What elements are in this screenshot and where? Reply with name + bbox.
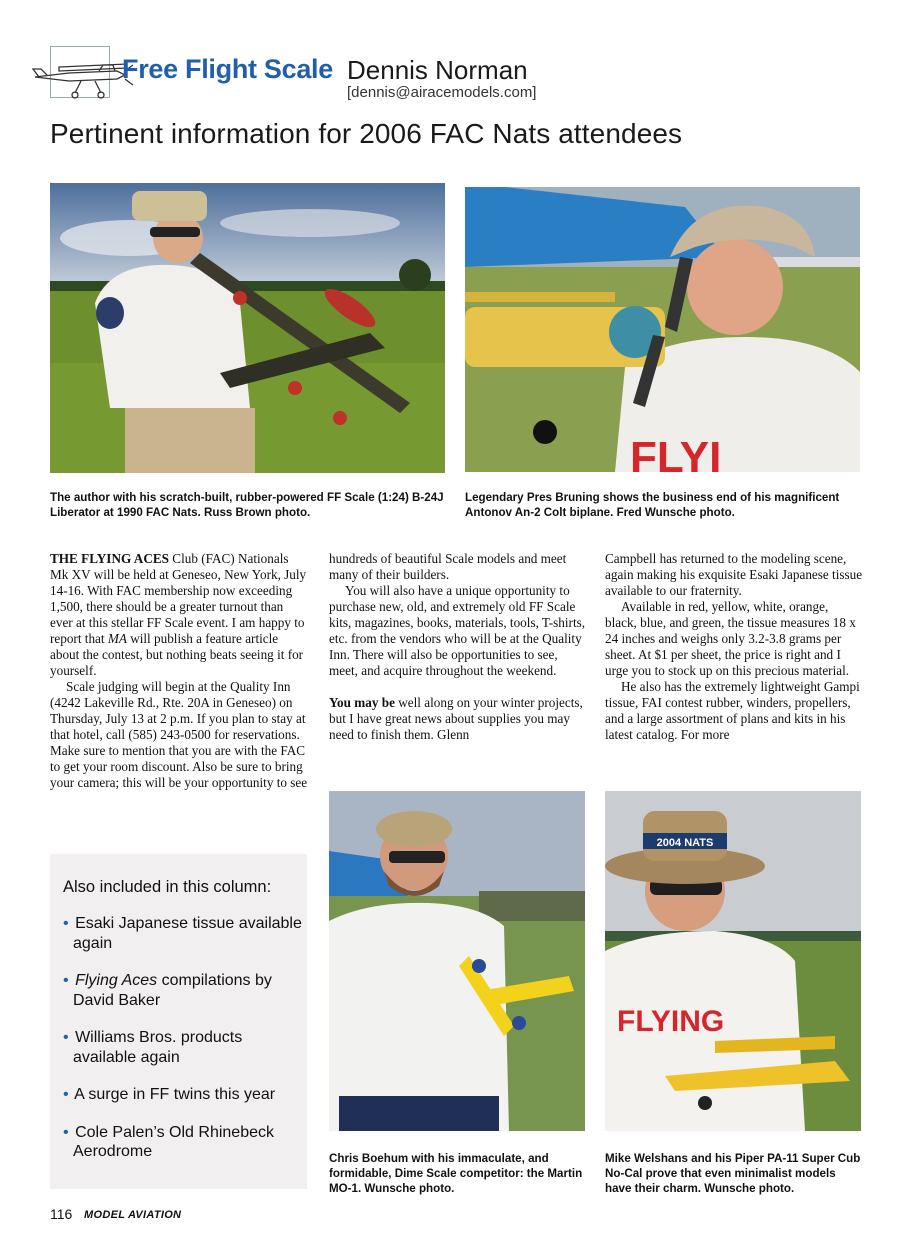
page-number: 116	[50, 1206, 73, 1222]
article-column-3	[605, 551, 863, 743]
magazine-name: MODEL AVIATION	[84, 1209, 182, 1221]
sidebar-item: • A surge in FF twins this year	[63, 1086, 276, 1103]
photo-caption-4: Mike Welshans and his Piper PA-11 Super Cub No-Cal prove that even minimalist models have their charm. Wunsche photo.	[605, 1152, 861, 1195]
sidebar-box	[50, 854, 307, 1189]
photo-mike-welshans-pa11	[605, 791, 861, 1131]
photo-caption-3: Chris Boehum with his immaculate, and formidable, Dime Scale competitor: the Martin MO-1. Wunsche photo.	[329, 1152, 583, 1195]
author-email: [dennis@airacemodels.com]	[347, 84, 537, 101]
article-paragraph: Scale judging will begin at the Quality Inn (4242 Lakeville Rd., Rte. 20A in Geneseo) on Thursday, July 13 at 2 p.m. If you plan to stay at that hotel, call (585) 243-0500 for reservations. Make sure to mention that you are with the FAC to get your room discount. Also be sure to bring your camera; this will be your opportunity to see	[50, 679, 308, 790]
article-text: well along on your winter projects, but I have great news about supplies you may need to finish them. Glenn	[329, 695, 583, 742]
sidebar-title: Also included in this column:	[63, 878, 272, 896]
sidebar-item: • Williams Bros. products available again	[63, 1029, 243, 1066]
bullet-icon: •	[63, 1029, 69, 1046]
article-lead-in: You may be	[329, 695, 395, 710]
sidebar-item: • Flying Aces compilations by David Baker	[63, 972, 272, 1009]
svg-text:FLYING: FLYING	[617, 1005, 725, 1038]
column-title: Free Flight Scale	[122, 54, 333, 84]
photo-caption-1: The author with his scratch-built, rubber-powered FF Scale (1:24) B-24J Liberator at 1990 FAC Nats. Russ Brown photo.	[50, 491, 444, 519]
photo-caption-2: Legendary Pres Bruning shows the business end of his magnificent Antonov An-2 Colt biplane. Fred Wunsche photo.	[465, 491, 840, 519]
svg-text:FLYI: FLYI	[630, 433, 722, 472]
bullet-icon: •	[63, 1123, 69, 1141]
sidebar-item: • Esaki Japanese tissue available again	[63, 915, 302, 952]
svg-text:2004 NATS: 2004 NATS	[656, 837, 714, 849]
article-text: will publish a feature article about the contest, but nothing beats seeing it for yourself.	[50, 631, 304, 678]
article-lead-in: THE FLYING ACES	[50, 551, 169, 566]
sidebar-item: • Cole Palen’s Old Rhinebeck Aerodrome	[63, 1123, 274, 1160]
bullet-icon: •	[63, 972, 69, 989]
page-headline: Pertinent information for 2006 FAC Nats attendees	[50, 118, 683, 149]
article-paragraph: You will also have a unique opportunity to purchase new, old, and extremely old FF Scale kits, magazines, books, materials, tools, T-shirts, etc. from the vendors who will be at the Quality Inn. There will also be opportunities to see, meet, and acquire throughout the weekend.	[329, 583, 586, 678]
article-column-1	[50, 551, 308, 791]
photo-pres-bruning-an2	[465, 187, 860, 472]
article-paragraph: Campbell has returned to the modeling scene, again making his exquisite Esaki Japanese tissue available to our fraternity.	[605, 551, 863, 598]
article-column-2	[329, 551, 587, 743]
column-logo	[50, 46, 110, 98]
photo-chris-boehum-mo1	[329, 791, 585, 1131]
article-text: Club (FAC) Nationals Mk XV will be held at Geneseo, New York, July 14-16. With FAC membership now exceeding 1,500, there should be a greater turnout than ever at this stellar FF Scale event. I am happy to report that	[50, 551, 307, 646]
magazine-abbrev: MA	[107, 631, 127, 646]
author-name: Dennis Norman	[347, 55, 528, 85]
article-paragraph: He also has the extremely lightweight Gampi tissue, FAI contest rubber, winders, propellers, and a large assortment of plans and kits in his latest catalog. For more	[605, 679, 860, 742]
photo-author-b24	[50, 183, 445, 473]
bullet-icon: •	[63, 915, 69, 932]
article-paragraph: Available in red, yellow, white, orange, black, blue, and green, the tissue measures 18 x 24 inches and weighs only 3.2-3.8 grams per sheet. At $1 per sheet, the price is right and I urge you to stock up on this precious material.	[605, 599, 856, 678]
article-paragraph: hundreds of beautiful Scale models and meet many of their builders.	[329, 551, 567, 582]
bullet-icon: •	[63, 1086, 69, 1103]
sidebar-list	[63, 914, 303, 1180]
